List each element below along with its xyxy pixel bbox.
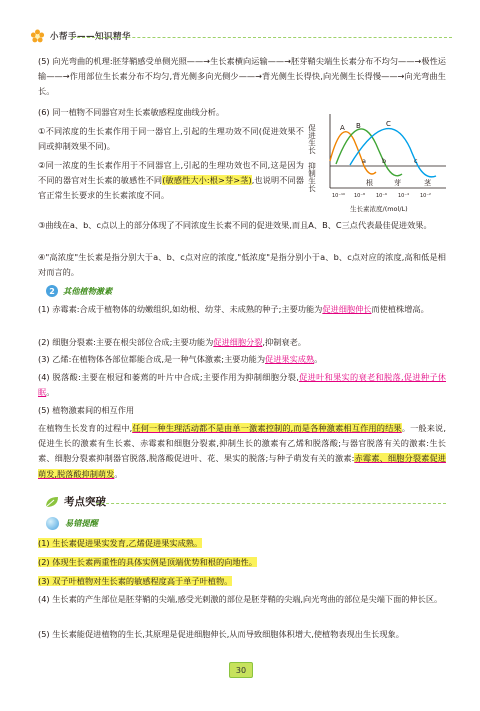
item-1: ①不同浓度的生长素作用于同一器官上,引起的生理功效不同(促进效果不同或抑制效果不同)。 — [38, 126, 304, 152]
point-b: b — [382, 157, 387, 165]
stem-curve — [350, 129, 436, 177]
subsection-heading — [46, 517, 98, 530]
paragraph-6: (6) 同一植物不同器官对生长素敏感程度曲线分析。 — [38, 107, 225, 117]
hormone-cytokinin: (2) 细胞分裂素:主要在根尖部位合成;主要功能为促进细胞分裂,抑制衰老。 — [38, 337, 306, 347]
header-title: 小帮手——知识精华 — [50, 32, 132, 42]
section-2-heading — [46, 285, 112, 297]
graph-ylabel-top: 促进生长 — [307, 124, 317, 154]
bud-curve — [336, 129, 402, 176]
hormone-interaction-text: 在植物生长发育的过程中,任何一种生理活动都不是由单一激素控制的,而是各种激素相互作用的结果。一般来说,促进生长的激素有生长素、赤霉素和细胞分裂素,抑制生长的激素有乙烯和脱落酸;与器官脱落有关的激素:生长素、细胞分裂素抑制器官脱落,脱落酸促进叶、花、果实的脱落;与种子萌发有关的激素:赤霉素、细胞分裂素促进萌发,脱落酸抑制萌发。 — [38, 423, 446, 479]
kaodian-title: 考点突破 — [64, 496, 106, 508]
tip-4: (4) 生长素的产生部位是胚芽鞘的尖端,感受光刺激的部位是胚芽鞘的尖端,向光弯曲的部位是尖端下面的伸长区。 — [38, 594, 443, 604]
item-2: ②同一浓度的生长素作用于不同器官上,引起的生理功效也不同,这是因为不同的器官对生长素的敏感性不同(敏感性大小:根>芽>茎),也说明不同器官正常生长要求的生长素浓度不同。 — [38, 160, 304, 201]
kaodian-heading — [44, 494, 106, 509]
tick-2: 10⁻⁸ — [354, 193, 366, 199]
page-number: 30 — [229, 662, 253, 678]
point-a: a — [362, 157, 366, 165]
peak-C: C — [386, 120, 391, 128]
point-c: c — [414, 157, 418, 165]
curve-label-bud: 芽 — [394, 179, 401, 187]
graph-svg — [307, 106, 450, 202]
hormone-ethylene: (3) 乙烯:在植物体各部位都能合成,是一种气体激素;主要功能为促进果实成熟。 — [38, 354, 323, 364]
tip-1: (1) 生长素促进果实发育,乙烯促进果实成熟。 — [38, 538, 203, 548]
tick-3: 10⁻⁶ — [376, 193, 388, 199]
root-curve — [330, 132, 376, 174]
graph-xlabel: 生长素浓度/(mol/L) — [350, 205, 408, 213]
item-4: ④"高浓度"生长素是指分别大于a、b、c点对应的浓度,"低浓度"是指分别小于a、b、c点对应的浓度,高和低是相对而言的。 — [38, 252, 446, 278]
graph-ylabel-bottom: 抑制生长 — [307, 162, 317, 192]
tick-4: 10⁻⁴ — [398, 193, 410, 199]
subsection-title: 易错提醒 — [65, 518, 98, 528]
peak-A: A — [340, 124, 345, 132]
auxin-sensitivity-graph — [307, 106, 450, 213]
tick-1: 10⁻¹⁰ — [332, 193, 346, 199]
kaodian-divider — [96, 503, 446, 504]
peak-B: B — [356, 122, 361, 130]
hormone-abscisic-acid: (4) 脱落酸:主要在根冠和萎蔫的叶片中合成;主要作用为抑制细胞分裂,促进叶和果实的衰老和脱落,促进种子休眠。 — [38, 372, 446, 398]
header-divider — [72, 37, 452, 38]
page-header — [30, 28, 131, 44]
curve-label-stem: 茎 — [424, 179, 431, 187]
item-3: ③曲线在a、b、c点以上的部分体现了不同浓度生长素不同的促进效果,而且A、B、C三点代表最佳促进效果。 — [38, 220, 432, 230]
section-number-badge: 2 — [46, 285, 58, 297]
leaf-icon — [44, 495, 60, 509]
tick-5: 10⁻² — [420, 193, 432, 199]
hormone-gibberellin: (1) 赤霉素:合成于植物体的幼嫩组织,如幼根、幼芽、未成熟的种子;主要功能为促进细胞伸长而使植株增高。 — [38, 304, 429, 314]
sensitivity-highlight: (敏感性大小:根>芽>茎) — [162, 175, 252, 186]
section-2-title: 其他植物激素 — [63, 285, 113, 296]
curve-label-root: 根 — [366, 179, 373, 187]
tip-5: (5) 生长素能促进植物的生长,其原理是促进细胞伸长,从而导致细胞体积增大,使植物表现出生长现象。 — [38, 629, 404, 639]
hormone-interaction-heading: (5) 植物激素间的相互作用 — [38, 405, 135, 415]
paragraph-5: (5) 向光弯曲的机理:胚芽鞘感受单侧光照——→生长素横向运输——→胚芽鞘尖端生长素分布不均匀——→极性运输——→作用部位生长素分布不均匀,背光侧多向光侧少——→背光侧生长得快,向光侧生长得慢——→向光弯曲生长。 — [38, 56, 446, 97]
tip-3: (3) 双子叶植物对生长素的敏感程度高于单子叶植物。 — [38, 576, 233, 586]
flower-logo-icon — [30, 29, 45, 44]
tip-2: (2) 体现生长素两重性的具体实例是顶端优势和根的向地性。 — [38, 557, 257, 567]
bullet-orb-icon — [46, 517, 59, 530]
